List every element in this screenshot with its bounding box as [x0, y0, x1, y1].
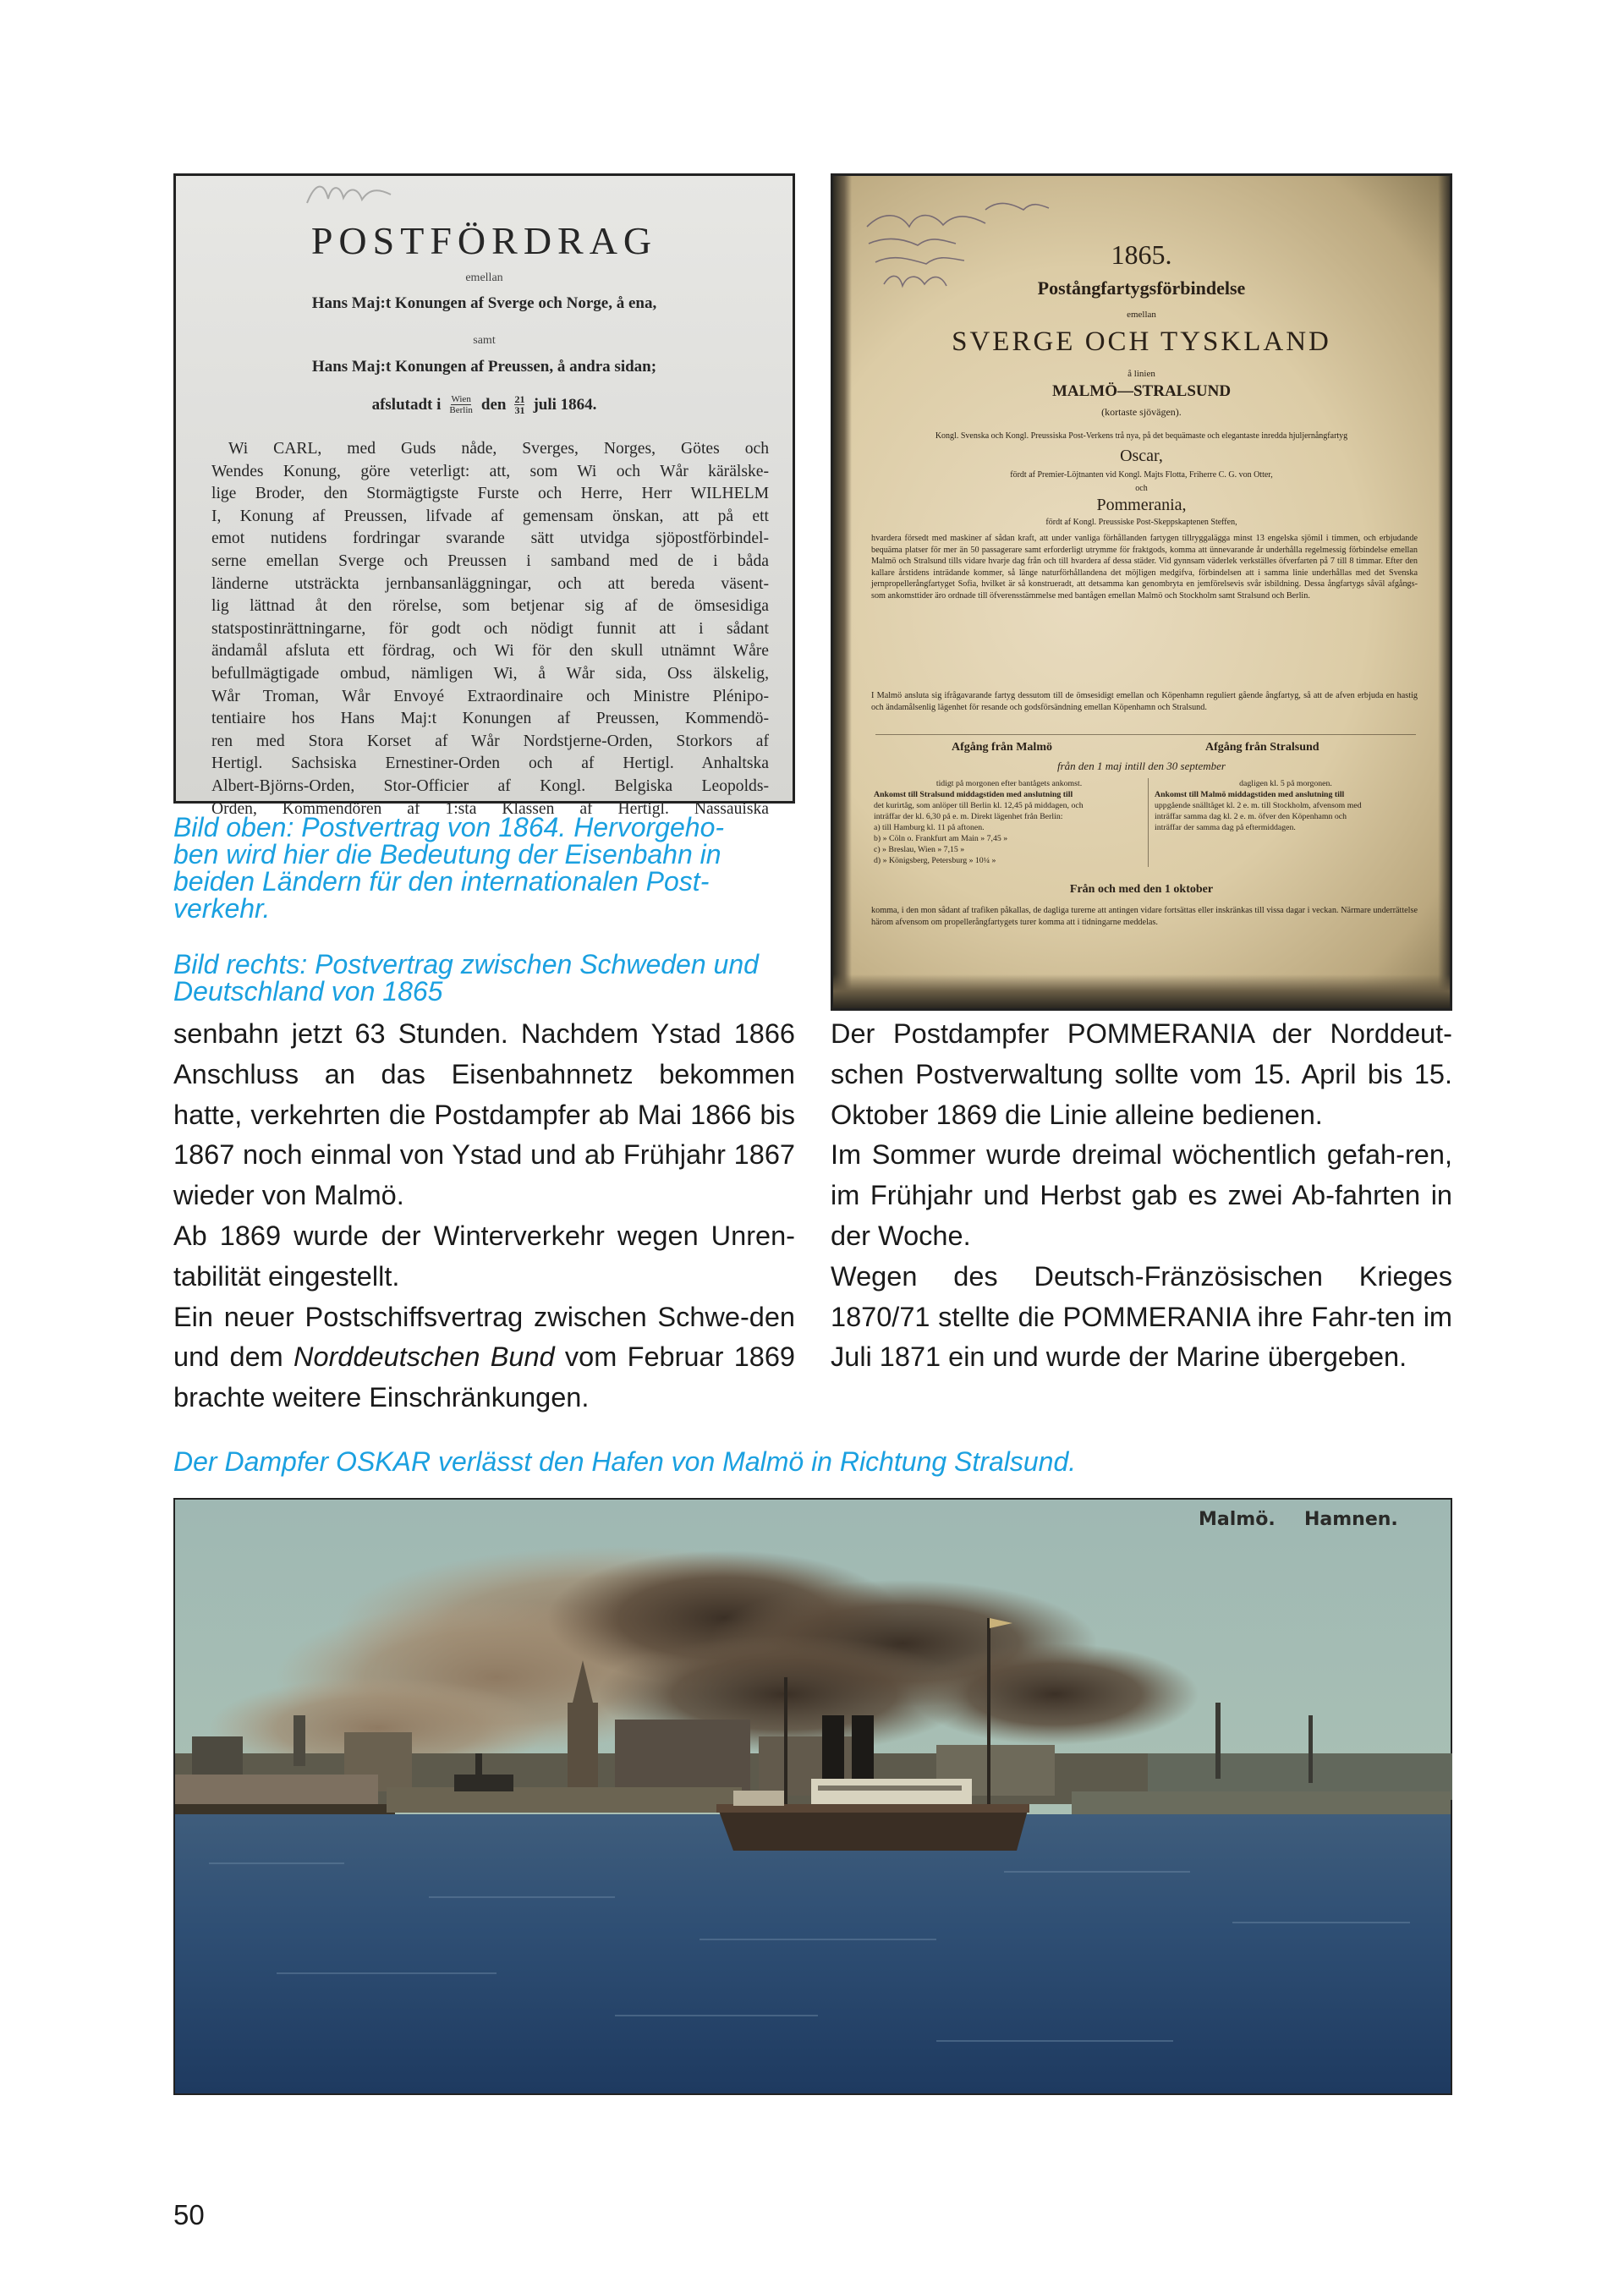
schedule-line: dagligen kl. 5 på morgonen.: [1239, 779, 1332, 788]
paragraph-text: vom Februar 1869 brachte weitere Einschränkungen.: [173, 1341, 795, 1413]
malmo-harbour-photo: [173, 1498, 1452, 2095]
concluded-cities: [449, 394, 473, 415]
ship-oscar: Oscar,: [1120, 447, 1163, 465]
doc-title: Postångfartygsförbindelse: [1037, 277, 1246, 299]
paragraph: Im Sommer wurde dreimal wöchentlich gefah-ren, im Frühjahr und Herbst gab es zwei Ab-fahrten in der Woche.: [831, 1139, 1452, 1251]
caption-line: Deutschland von 1865: [173, 976, 443, 1007]
doc-route: MALMÖ—STRALSUND: [1051, 382, 1232, 400]
ship-oscar-captain: fördt af Premier-Löjtnanten vid Kongl. Majts Flotta, Friherre C. G. von Otter,: [1010, 470, 1273, 480]
treaty-party-1: Hans Maj:t Konungen af Sverge och Norge, å ena,: [311, 294, 657, 312]
treaty-title: POSTFÖRDRAG: [310, 219, 658, 262]
treaty-samt: samt: [473, 334, 496, 347]
city-berlin: Berlin: [449, 405, 473, 415]
concluded-day: [514, 394, 524, 415]
paragraph: Wegen des Deutsch-Fränzösischen Krieges 1870/71 stellte die POMMERANIA ihre Fahr-ten im Juli 1871 ein und wurde der Marine übergeben.: [831, 1260, 1452, 1373]
schedule-line: inträffar der kl. 6,30 på e. m. Direkt lägenhet från Berlin:: [874, 812, 1063, 821]
day-bottom: 31: [514, 404, 525, 416]
paragraph: [173, 1297, 795, 1418]
schedule-line: det kurirtåg, som anlöper till Berlin kl. 12,45 på middagen, och: [874, 801, 1084, 810]
paragraph: senbahn jetzt 63 Stunden. Nachdem Ystad 1866 Anschluss an das Eisenbahnnetz bekommen hatte, verkehrten die Postdampfer ab Mai 1866 bis 1867 noch einmal von Ystad und ab Frühjahr 1867 wieder von Malmö.: [173, 1018, 795, 1211]
schedule-line: a) till Hamburg kl. 11 på aftonen.: [874, 823, 985, 832]
doc-footer: komma, i den mon sådant af trafiken påkallas, de dagliga turerne att antingen vidare fortsättas eller inskränkas till vissa dagar i veckan. Närmare underrättelse härom afvensom om propellerångfartygets turer komma att i tidningarne meddelas.: [871, 906, 1418, 927]
harbour-scene: [175, 1500, 1451, 2093]
caption-image-above: [173, 814, 795, 922]
doc-a-linien: å linien: [1127, 369, 1155, 379]
pencil-annotation: [303, 178, 396, 210]
treaty-line: länderne utsträckta jernbansanläggningar, och att bereda väsent-: [211, 574, 769, 593]
treaty-line: statspostinrättningarne, för godt och nödigt funnit att i sådant: [211, 619, 769, 638]
schedule-divider: [1148, 778, 1149, 867]
caption-line: verkehr.: [173, 893, 271, 924]
schedule-line: Ankomst till Stralsund middagstiden med anslutning till: [874, 790, 1073, 799]
postcard-label-hamnen: Hamnen.: [1304, 1509, 1398, 1530]
concluded-at: afslutadt i: [371, 395, 442, 414]
schedule-line: d) » Königsberg, Petersburg » 10¼ »: [874, 856, 996, 865]
doc-countries: SVERGE OCH TYSKLAND: [952, 326, 1331, 357]
caption-photo: Der Dampfer OSKAR verlässt den Hafen von Malmö in Richtung Stralsund.: [173, 1446, 1077, 1477]
ship-pommerania: Pommerania,: [1096, 496, 1187, 514]
treaty-line: Orden, Kommendören af 1:sta Klassen af Hertigl. Nassauiska: [211, 799, 769, 818]
schedule-line: c) » Breslau, Wien » 7,15 »: [874, 845, 965, 854]
schedule-malmo: [874, 778, 1144, 866]
doc-year: 1865.: [1111, 239, 1172, 270]
departure-malmo: Afgång från Malmö: [952, 741, 1052, 754]
doc-route-sub: (kortaste sjövägen).: [1101, 406, 1182, 418]
page-number: 50: [173, 2199, 205, 2230]
treaty-line: I, Konung af Preussen, lifvade af gemensam önskan, att på ett: [211, 507, 769, 525]
caption-image-right: [173, 951, 795, 1005]
doc-och: och: [1135, 484, 1148, 493]
treaty-line: tentiaire hos Hans Maj:t Konungen af Preussen, Kommendö-: [211, 710, 769, 728]
treaty-party-2: Hans Maj:t Konungen af Preussen, å andra sidan;: [311, 358, 657, 376]
treaty-line: Hertigl. Sachsiska Ernestiner-Orden och af Hertigl. Anhaltska: [211, 754, 769, 773]
period-winter: Från och med den 1 oktober: [1069, 883, 1214, 896]
caption-line: Bild oben: Postvertrag von 1864. Hervorgeho-: [173, 812, 725, 842]
schedule-line: inträffar samma dag kl. 2 e. m. öfver den Köpenhamn och: [1155, 812, 1347, 821]
concluded-date: juli 1864.: [533, 395, 597, 414]
paragraph: Ab 1869 wurde der Winterverkehr wegen Unren-tabilität eingestellt.: [173, 1220, 795, 1292]
treaty-body: [211, 438, 769, 820]
treaty-line: befullmägtigade ombud, nämligen Wi, å Wår sida, Oss älskelig,: [211, 664, 769, 683]
doc-intro: Kongl. Svenska och Kongl. Preussiska Post-Verkens trå nya, på det bequämaste och elegantaste inredda hjuljernångfartyg: [935, 431, 1348, 441]
caption-line: Bild rechts: Postvertrag zwischen Schweden und: [173, 949, 759, 979]
emphasis-text: Norddeutschen Bund: [294, 1341, 555, 1373]
departure-stralsund: Afgång från Stralsund: [1205, 741, 1320, 754]
schedule-line: inträffar der samma dag på eftermiddagen.: [1155, 823, 1296, 832]
doc-rule: [875, 734, 1416, 735]
ship-pommerania-captain: fördt af Kongl. Preussiske Post-Skeppskaptenen Steffen,: [1045, 518, 1237, 527]
treaty-line: Wår Troman, Wår Envoyé Extraordinaire och Ministre Plénipo-: [211, 687, 769, 705]
treaty-line: lige Broder, den Stormägtigste Furste och Herre, Herr WILHELM: [211, 485, 769, 503]
treaty-line: Wi CARL, med Guds nåde, Sverges, Norges, Götes och: [228, 440, 769, 458]
treaty-concluded: [176, 394, 793, 415]
schedule-line: tidigt på morgonen efter bantågets ankomst.: [935, 779, 1083, 788]
treaty-1865-scan: [831, 173, 1452, 1011]
treaty-1864-scan: [173, 173, 795, 818]
schedule-line: b) » Cöln o. Frankfurt am Main » 7,45 »: [874, 834, 1008, 843]
treaty-line: lig lättnad åt den rörelse, som betjenar sig af de ömsesidiga: [211, 597, 769, 616]
right-column-text: [831, 1014, 1452, 1378]
doc-paragraph-2: I Malmö ansluta sig ifrågavarande fartyg dessutom till de ömsesidigt emellan och Köpenhamn reguliert gående ångfartyg, så att de afven erbjuda en hastig och ändamålsenlig lägenhet för resande och godsförsändning emellan Köpenhamn och Stralsund.: [871, 691, 1418, 712]
treaty-line: ändamål afsluta ett fördrag, och Wi för den skull utnämnt Wåre: [211, 642, 769, 661]
period-summer: från den 1 maj intill den 30 september: [1057, 760, 1226, 772]
treaty-line: Albert-Björns-Orden, Stor-Officier af Kongl. Belgiska Leopolds-: [211, 776, 769, 795]
treaty-line: emot nutidens fordringar svarande sätt utvidga sjöpostförbindel-: [211, 529, 769, 548]
paragraph-text: Ein neuer Postschiffsvertrag zwischen Schwe-den und dem: [173, 1301, 795, 1373]
caption-line: beiden Ländern für den internationalen Post-: [173, 866, 710, 897]
schedule-line: uppgående snälltåget kl. 2 e. m. till Stockholm, afvensom med: [1155, 801, 1362, 810]
paragraph: Der Postdampfer POMMERANIA der Norddeut-schen Postverwaltung sollte vom 15. April bis 15. Oktober 1869 die Linie alleine bedienen.: [831, 1018, 1452, 1130]
day-top: 21: [514, 393, 525, 405]
treaty-line: Wendes Konung, göre veterligt: att, som Wi och Wår kärälske-: [211, 462, 769, 480]
left-column-text: [173, 1014, 795, 1418]
treaty-line: ren med Stora Korset af Wår Nordstjerne-Orden, Storkors af: [211, 732, 769, 750]
treaty-line: serne emellan Sverge och Preussen i samband med de i båda: [211, 551, 769, 570]
postcard-label-malmo: Malmö.: [1199, 1509, 1276, 1530]
doc-paragraph-1: hvardera försedt med maskiner af sådan kraft, att under vanliga förhållanden fartygen tillryggalägga minst 13 engelska sjömil i timmen, och erbjudande bequäma platser för mer än 50 passagerare samt erforderligt utrymme för fraktgods, komma att ünnevarande år underhålla regelmessig förbindelse emellan Malmö och Stralsund tills vidare hvarje dag från och till hvardera af dessa städer. Vid gynnsam väderlek verkställes öfverfarten på 7 till 8 timmar. Efter den kallare årstidens inträdande kommer, så länge naturförhållandena det möjligen medgifva, förbindelsen att i samma linie underhållas med det Svenska jernpropellerångfartyget Sofia, hvilket är så konstrueradt, att detsamma kan genombryta en jemförelsevis svår isbildning. Dessa ångfartygs såväl afgångs- som ankomsttider äro ordnade till öfverensstämmelse med bantågen emellan Malmö och Stockholm samt Stralsund och Berlin.: [871, 534, 1418, 601]
doc-emellan: emellan: [1127, 310, 1156, 320]
treaty-emellan: emellan: [465, 272, 503, 284]
schedule-stralsund: [1155, 778, 1417, 833]
caption-line: ben wird hier die Bedeutung der Eisenbahn in: [173, 839, 721, 869]
scan-shadow-bottom: [833, 974, 1450, 1008]
schedule-line: Ankomst till Malmö middagstiden med anslutning till: [1155, 790, 1345, 799]
city-wien: Wien: [451, 394, 471, 404]
concluded-den: den: [480, 395, 507, 414]
harbour-water: [175, 1814, 1451, 2093]
